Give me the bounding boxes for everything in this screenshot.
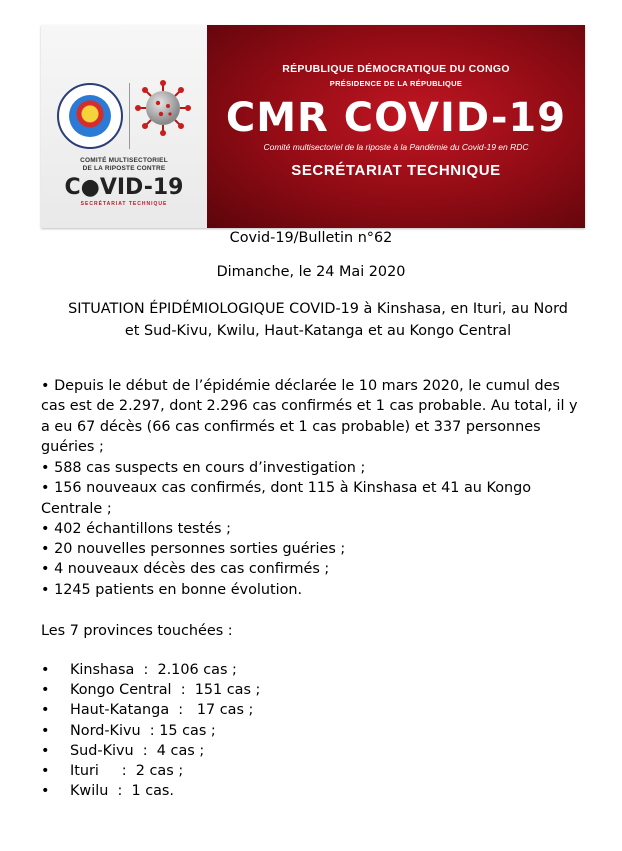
province-entry: Haut-Katanga : 17 cas ; [70,702,254,719]
list-item: • 588 cas suspects en cours d’investigation ; [41,460,366,476]
province-entry: Sud-Kivu : 4 cas ; [70,742,205,759]
list-item: Centrale ; [41,500,112,517]
province-entry: Kongo Central : 151 cas ; [70,682,261,699]
bullet-icon: • [41,662,50,678]
covid-logo-word: C●VID-19 [64,175,184,200]
country-name: RÉPUBLIQUE DÉMOCRATIQUE DU CONGO [282,63,510,75]
logo-subtitle: SECRÉTARIAT TECHNIQUE [80,201,168,207]
statistics-list [41,458,601,600]
banner-logo-panel [41,25,207,228]
summary-line: guéries ; [41,438,104,455]
provinces-heading: Les 7 provinces touchées : [41,623,233,639]
bullet-icon: • [41,702,50,719]
bullet-icon: • [41,682,50,699]
province-entry: Kwilu : 1 cas. [70,783,175,800]
bullet-icon: • [41,722,50,739]
presidency-seal-icon [57,83,123,149]
province-entry: Ituri : 2 cas ; [70,762,184,779]
header-banner [41,25,585,228]
title-line: SITUATION ÉPIDÉMIOLOGIQUE COVID-19 à Kinshasa, en Ituri, au Nord [68,301,568,317]
province-entry: Kinshasa : 2.106 cas ; [70,662,237,678]
summary-paragraph [41,376,601,457]
bullet-icon: • [41,762,50,779]
presidency-label: PRÉSIDENCE DE LA RÉPUBLIQUE [329,79,463,88]
bulletin-date: Dimanche, le 24 Mai 2020 [216,264,406,280]
logo-divider [129,83,130,149]
list-item: • 402 échantillons testés ; [41,520,231,537]
list-item: • 1245 patients en bonne évolution. [41,581,303,598]
committee-description: Comité multisectoriel de la riposte à la Pandémie du Covid-19 en RDC [263,142,529,152]
bullet-icon: • [41,783,50,800]
list-item: • 4 nouveaux décès des cas confirmés ; [41,561,330,578]
bullet-icon: • [41,742,50,759]
logo-caption: COMITÉ MULTISECTORIEL DE LA RIPOSTE CONTRE [80,157,168,172]
banner-title-panel [207,25,585,228]
bulletin-number: Covid-19/Bulletin n°62 [229,230,393,246]
summary-line: a eu 67 décès (66 cas confirmés et 1 cas probable) et 337 personnes [41,418,541,435]
secretariat-label: SECRÉTARIAT TECHNIQUE [291,162,501,179]
banner-headline: CMR COVID-19 [225,95,567,141]
province-entry: Nord-Kivu : 15 cas ; [70,722,216,739]
title-line: et Sud-Kivu, Kwilu, Haut-Katanga et au Kongo Central [124,323,512,339]
list-item: • 20 nouvelles personnes sorties guéries ; [41,541,346,558]
summary-line: cas est de 2.297, dont 2.296 cas confirmés et 1 cas probable. Au total, il y [41,398,578,415]
summary-line: • Depuis le début de l’épidémie déclarée le 10 mars 2020, le cumul des [41,378,560,394]
list-item: • 156 nouveaux cas confirmés, dont 115 à Kinshasa et 41 au Kongo [41,480,532,497]
document-title [38,298,598,342]
coronavirus-icon [134,79,192,137]
